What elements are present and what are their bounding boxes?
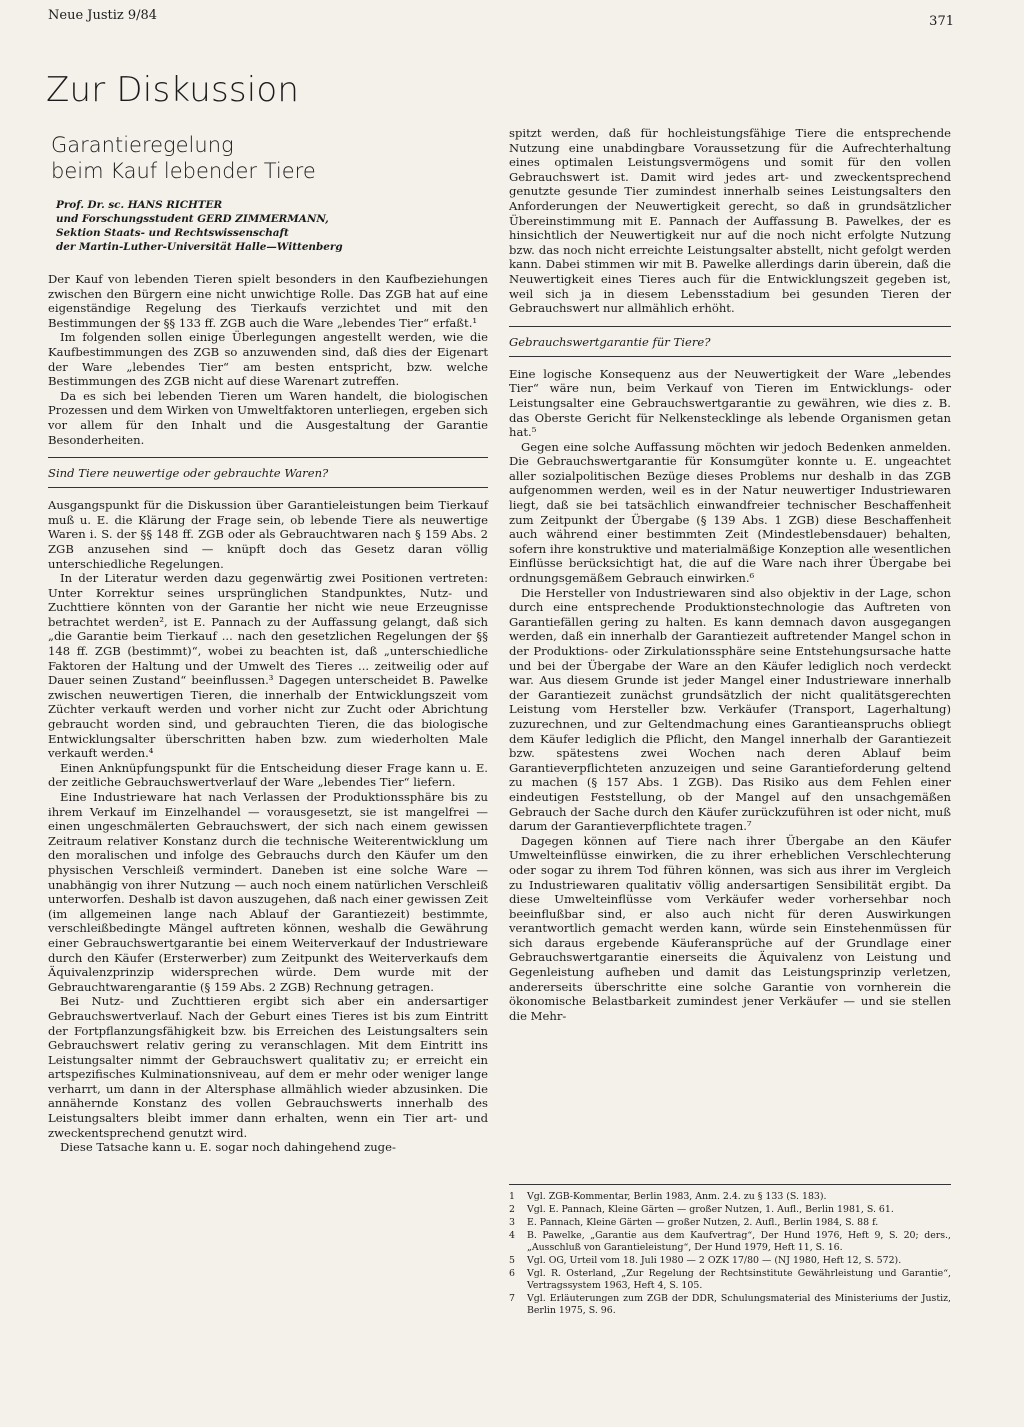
footnote-text: Vgl. R. Osterland, „Zur Regelung der Rechtsinstitute Gewährleistung und Garantie“, Vertragssystem 1963, Heft 4, S. 105. bbox=[527, 1268, 951, 1291]
paragraph: Dagegen können auf Tiere nach ihrer Übergabe an den Käufer Umwelteinflüsse einwirken, die zu ihrer erheblichen Verschlechterung oder sogar zu ihrem Tod führen können, was sich aus ihrer im Vergleich zu Industriewaren qualitativ völlig andersartigen Sensibilität ergibt. Da diese Umwelteinflüsse vom Verkäufer weder vorhersehbar noch beeinflußbar sind, er also auch nicht für deren Auswirkungen verantwortlich gemacht werden kann, würde sein Einstehenmüssen für sich daraus ergebende Käuferansprüche auf der Grundlage einer Gebrauchswertgarantie einerseits die Äquivalenz von Leistung und Gegenleistung aufheben und damit das Leistungsprinzip verletzen, andererseits überschritte eine solche Garantie von vornherein die ökonomische Belastbarkeit zumindest jener Verkäufer — und sie stellen die Mehr- bbox=[509, 833, 951, 1023]
right-column bbox=[509, 126, 951, 1023]
left-column bbox=[48, 126, 488, 1155]
footnote-number: 1 bbox=[509, 1191, 515, 1202]
footnotes bbox=[509, 1184, 951, 1318]
footnote bbox=[509, 1268, 951, 1292]
footnote-number: 7 bbox=[509, 1293, 515, 1304]
footnote bbox=[509, 1204, 951, 1216]
footnote-text: Vgl. ZGB-Kommentar, Berlin 1983, Anm. 2.4. zu § 133 (S. 183). bbox=[527, 1191, 827, 1202]
paragraph: Der Kauf von lebenden Tieren spielt besonders in den Kaufbeziehungen zwischen den Bürgern eine nicht unwichtige Rolle. Das ZGB hat auf eine eigenständige Regelung des Tierkaufs verzichtet und mit den Bestimmungen der §§ 133 ff. ZGB auch die Ware „lebendes Tier“ erfaßt.¹ bbox=[48, 272, 488, 330]
paragraph: In der Literatur werden dazu gegenwärtig zwei Positionen vertreten: Unter Korrektur seines ursprünglichen Standpunktes, Nutz- und Zuchttiere könnten von der Garantie her nicht wie neue Erzeugnisse betrachtet werden², ist E. Pannach zu der Auffassung gelangt, daß sich „die Garantie beim Tierkauf ... nach den gesetzlichen Regelungen der §§ 148 ff. ZGB (bestimmt)“, wobei zu beachten ist, daß „unterschiedliche Faktoren der Haltung und der Umwelt des Tieres ... zeitweilig oder auf Dauer seinen Zustand“ beeinflussen.³ Dagegen unterscheidet B. Pawelke zwischen neuwertigen Tieren, die innerhalb der Entwicklungszeit vom Züchter verkauft werden und vorher nicht zur Zucht oder Abrichtung gebraucht worden sind, und gebrauchten Tieren, die das biologische Entwicklungsalter überschritten haben bzw. zum wiederholten Male verkauft werden.⁴ bbox=[48, 571, 488, 761]
author-byline bbox=[56, 198, 488, 254]
paragraph: Eine logische Konsequenz aus der Neuwertigkeit der Ware „lebendes Tier“ wäre nun, beim Verkauf von Tieren im Entwicklungs- oder Leistungsalter eine Gebrauchswertgarantie zu gewähren, wie dies z. B. das Oberste Gericht für Nelkenstecklinge als lebende Organismen getan hat.⁵ bbox=[509, 366, 951, 440]
paragraph: Ausgangspunkt für die Diskussion über Garantieleistungen beim Tierkauf muß u. E. die Klärung der Frage sein, ob lebende Tiere als neuwertige Waren i. S. der §§ 148 ff. ZGB oder als Gebrauchtwaren nach § 159 Abs. 2 ZGB anzusehen sind — knüpft doch das Gesetz daran völlig unterschiedliche Regelungen. bbox=[48, 498, 488, 571]
footnote-number: 4 bbox=[509, 1230, 515, 1241]
byline-line: und Forschungsstudent GERD ZIMMERMANN, bbox=[56, 213, 329, 225]
footnote-text: E. Pannach, Kleine Gärten — großer Nutzen, 2. Aufl., Berlin 1984, S. 88 f. bbox=[527, 1217, 879, 1228]
footnote-text: Vgl. E. Pannach, Kleine Gärten — großer Nutzen, 1. Aufl., Berlin 1981, S. 61. bbox=[527, 1204, 894, 1215]
footnote-number: 2 bbox=[509, 1204, 515, 1215]
footnote-text: Vgl. Erläuterungen zum ZGB der DDR, Schulungsmaterial des Ministeriums der Justiz, Berlin 1975, S. 96. bbox=[527, 1293, 951, 1316]
paragraph: spitzt werden, daß für hochleistungsfähige Tiere die entsprechende Nutzung eine unabdingbare Voraussetzung für die Aufrechterhaltung eines optimalen Leistungsvermögens und somit für den vollen Gebrauchswert ist. Damit wird jedes art- und zweckentsprechend genutzte gesunde Tier zumindest innerhalb seines Leistungsalters den Anforderungen der Neuwertigkeit gerecht, so daß in grundsätzlicher Übereinstimmung mit E. Pannach der Auffassung B. Pawelkes, der es hinsichtlich der Neuwertigkeit nur auf die noch nicht erfolgte Nutzung bzw. das noch nicht erreichte Leistungsalter abstellt, nicht gefolgt werden kann. Dabei stimmen wir mit B. Pawelke allerdings darin überein, daß die Neuwertigkeit eines Tieres auch für die Entwicklungszeit gegeben ist, weil sich ja in diesem Lebensstadium bei gesunden Tieren der Gebrauchswert nur allmählich erhöht. bbox=[509, 126, 951, 316]
article-title bbox=[51, 132, 488, 184]
paragraph: Gegen eine solche Auffassung möchten wir jedoch Bedenken anmelden. Die Gebrauchswertgarantie für Konsumgüter konnte u. E. ungeachtet aller sozialpolitischen Bezüge dieses Problems nur deshalb in das ZGB aufgenommen werden, weil es in der Natur neuwertiger Industriewaren liegt, daß sie bei tatsächlich einwandfreier technischer Beschaffenheit zum Zeitpunkt der Übergabe (§ 139 Abs. 1 ZGB) diese Beschaffenheit auch während einer bestimmten Zeit (Mindestlebensdauer) behalten, sofern ihre konstruktive und materialmäßige Konzeption alle wesentlichen Einflüsse berücksichtigt hat, die auf die Ware nach ihrer Übergabe bei ordnungsgemäßem Gebrauch einwirken.⁶ bbox=[509, 439, 951, 586]
footnote-text: B. Pawelke, „Garantie aus dem Kaufvertrag“, Der Hund 1976, Heft 9, S. 20; ders., „Ausschluß von Garantieleistung“, Der Hund 1979, Heft 11, S. 16. bbox=[527, 1230, 951, 1253]
byline-line: Prof. Dr. sc. HANS RICHTER bbox=[56, 199, 223, 211]
article-title-line-1: Garantieregelung bbox=[51, 133, 234, 157]
subheading: Gebrauchswertgarantie für Tiere? bbox=[509, 326, 951, 357]
paragraph: Im folgenden sollen einige Überlegungen angestellt werden, wie die Kaufbestimmungen des ZGB so anzuwenden sind, daß dies der Eigenart der Ware „lebendes Tier“ am besten entspricht, bzw. welche Bestimmungen des ZGB nicht auf diese Warenart zutreffen. bbox=[48, 330, 488, 389]
paragraph: Bei Nutz- und Zuchttieren ergibt sich aber ein andersartiger Gebrauchswertverlauf. Nach der Geburt eines Tieres ist bis zum Eintritt der Fortpflanzungsfähigkeit bzw. bis Erreichen des Leistungsalters sein Gebrauchswert relativ gering zu veranschlagen. Mit dem Eintritt ins Leistungsalter nimmt der Gebrauchswert qualitativ zu; er erreicht ein artspezifisches Kulminationsniveau, auf dem er mehr oder weniger lange verharrt, um dann in der Altersphase allmählich wieder abzusinken. Die annähernde Konstanz des vollen Gebrauchswerts innerhalb des Leistungsalters bleibt immer dann erhalten, wenn ein Tier art- und zweckentsprechend genutzt wird. bbox=[48, 994, 488, 1140]
footnote-text: Vgl. OG, Urteil vom 18. Juli 1980 — 2 OZK 17/80 — (NJ 1980, Heft 12, S. 572). bbox=[527, 1255, 902, 1266]
paragraph: Die Hersteller von Industriewaren sind also objektiv in der Lage, schon durch eine entsprechende Produktionstechnologie das Auftreten von Garantiefällen gering zu halten. Es kann demnach davon ausgegangen werden, daß ein innerhalb der Garantiezeit auftretender Mangel schon in der Produktions- oder Zirkulationssphäre seine Entstehungsursache hatte und bei der Übergabe der Ware an den Käufer lediglich noch verdeckt war. Aus diesem Grunde ist jeder Mangel einer Industrieware innerhalb der Garantiezeit zunächst grundsätzlich der nicht qualitätsgerechten Leistung vom Hersteller bzw. Verkäufer (Transport, Lagerhaltung) zuzurechnen, und zur Geltendmachung eines Garantieanspruchs obliegt dem Käufer lediglich die Pflicht, den Mangel innerhalb der Garantiezeit bzw. spätestens zwei Wochen nach deren Ablauf beim Garantieverpflichteten anzuzeigen und seine Garantieforderung geltend zu machen (§ 157 Abs. 1 ZGB). Das Risiko aus dem Fehlen einer eindeutigen Feststellung, ob der Mangel auf den unsachgemäßen Gebrauch der Sache durch den Käufer zurückzuführen ist oder nicht, muß darum der Garantieverpflichtete tragen.⁷ bbox=[509, 585, 951, 834]
paragraph: Einen Anknüpfungspunkt für die Entscheidung dieser Frage kann u. E. der zeitliche Gebrauchswertverlauf der Ware „lebendes Tier“ liefern. bbox=[48, 760, 488, 790]
article-title-line-2: beim Kauf lebender Tiere bbox=[51, 159, 316, 183]
paragraph: Diese Tatsache kann u. E. sogar noch dahingehend zuge- bbox=[60, 1140, 396, 1155]
footnote bbox=[509, 1293, 951, 1317]
footnote-number: 3 bbox=[509, 1217, 515, 1228]
section-title: Zur Diskussion bbox=[46, 70, 300, 110]
running-header: Neue Justiz 9/84 bbox=[48, 8, 158, 23]
footnote bbox=[509, 1230, 951, 1254]
footnote bbox=[509, 1217, 951, 1229]
footnote bbox=[509, 1255, 951, 1267]
byline-line: der Martin-Luther-Universität Halle—Wittenberg bbox=[56, 241, 343, 253]
footnote-number: 6 bbox=[509, 1268, 515, 1279]
page-number: 371 bbox=[929, 14, 954, 29]
paragraph: Eine Industrieware hat nach Verlassen der Produktionssphäre bis zu ihrem Verkauf im Einzelhandel — vorausgesetzt, sie ist mangelfrei — einen ungeschmälerten Gebrauchswert, der sich nach einem gewissen Zeitraum relativer Konstanz durch die technische Weiterentwicklung um den moralischen und infolge des Gebrauchs durch den Käufer um den physischen Verschleiß vermindert. Daneben ist eine solche Ware — unabhängig von ihrer Nutzung — auch noch einem natürlichen Verschleiß unterworfen. Deshalb ist davon auszugehen, daß nach einer gewissen Zeit (im allgemeinen lange nach Ablauf der Garantiezeit) bestimmte, verschleißbedingte Mängel auftreten können, weshalb die Gewährung einer Gebrauchswertgarantie bei einem Weiterverkauf der Industrieware durch den Käufer (Ersterwerber) zum Zeitpunkt des Weiterverkaufs dem Äquivalenzprinzip widersprechen würde. Dem wurde mit der Gebrauchtwarengarantie (§ 159 Abs. 2 ZGB) Rechnung getragen. bbox=[48, 790, 488, 994]
paragraph: Da es sich bei lebenden Tieren um Waren handelt, die biologischen Prozessen und dem Wirken von Umweltfaktoren unterliegen, ergeben sich vor allem für den Inhalt und die Ausgestaltung der Garantie Besonderheiten. bbox=[48, 388, 488, 447]
subheading: Sind Tiere neuwertige oder gebrauchte Waren? bbox=[48, 457, 488, 488]
footnote bbox=[509, 1191, 951, 1203]
byline-line: Sektion Staats- und Rechtswissenschaft bbox=[56, 227, 289, 239]
footnote-number: 5 bbox=[509, 1255, 515, 1266]
